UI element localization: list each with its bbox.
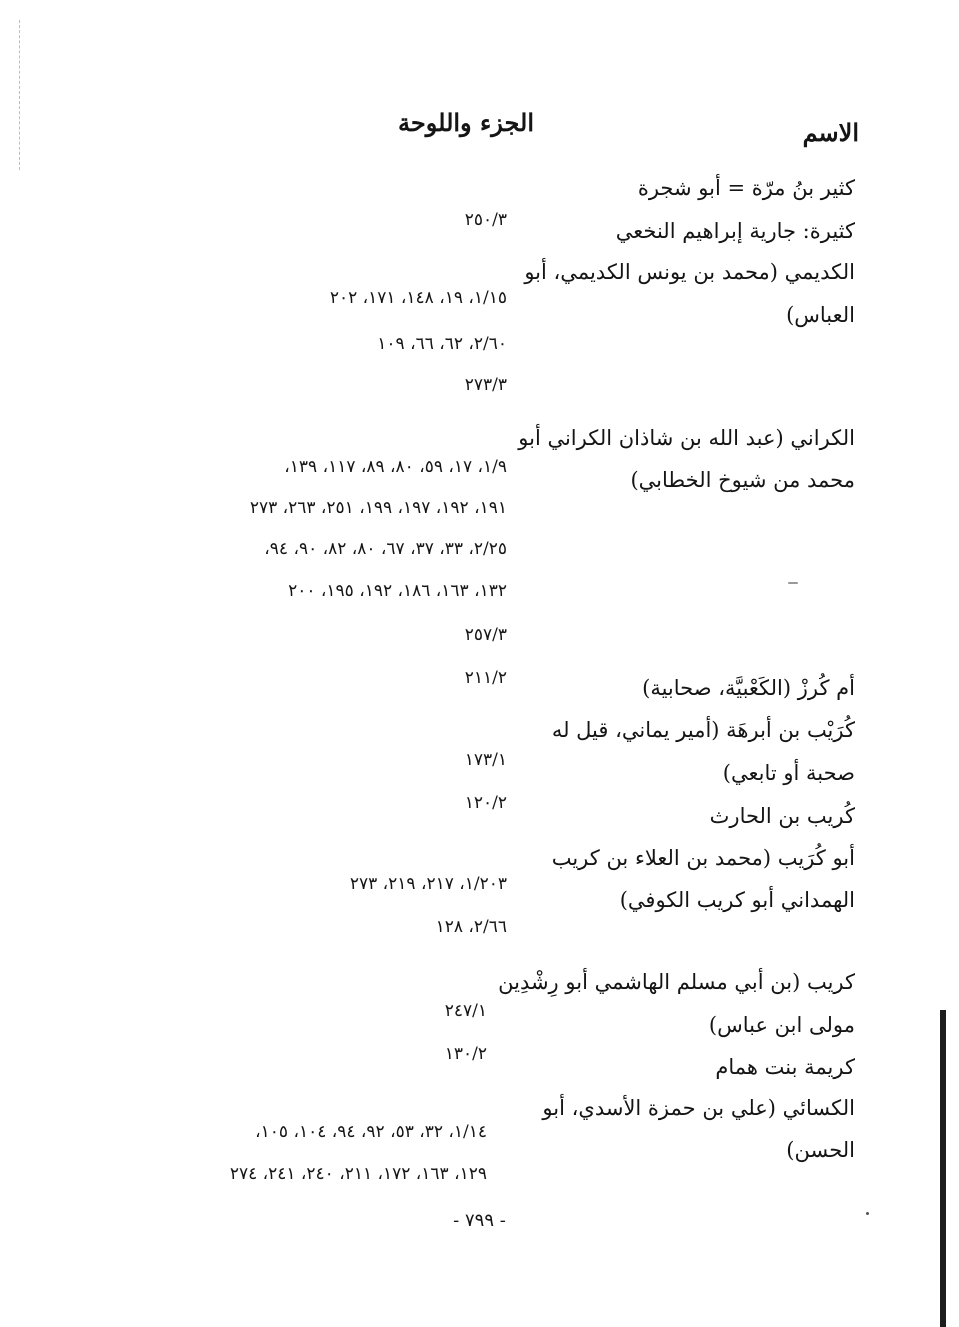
- entry-reference-line: ٢٤٧/١: [444, 1001, 487, 1021]
- entry-reference-line: ١/٩، ١٧، ٥٩، ٨٠، ٨٩، ١١٧، ١٣٩،: [284, 457, 507, 477]
- column-header-reference: الجزء واللوحة: [398, 108, 534, 137]
- scan-page-edge: [940, 1010, 946, 1327]
- margin-guide-line: [19, 20, 21, 170]
- entry-reference-line: ١٣٠/٢: [444, 1044, 487, 1064]
- column-header-name: الاسم: [802, 118, 859, 147]
- entry-name-line: كثيرة: جارية إبراهيم النخعي: [615, 219, 855, 243]
- entry-name-line: الهمداني أبو كريب الكوفي): [619, 888, 855, 912]
- entry-name-line: كُرَيْب بن أبرهَة (أمير يماني، قيل له: [551, 718, 855, 742]
- entry-name-line: كريمة بنت همام: [715, 1055, 855, 1079]
- entry-reference-line: ٢٥٧/٣: [464, 625, 507, 645]
- entry-name-line: صحبة أو تابعي): [722, 761, 855, 785]
- entry-reference-line: ٢/٦٠، ٦٢، ٦٦، ١٠٩: [377, 334, 507, 354]
- entry-name-line: محمد من شيوخ الخطابي): [630, 468, 855, 492]
- entry-name-line: العباس): [786, 303, 855, 327]
- entry-reference-line: ١٧٣/١: [464, 750, 507, 770]
- entry-reference-line: ٢١١/٢: [464, 668, 507, 688]
- entry-name-line: كريب (بن أبي مسلم الهاشمي أبو رِشْدِين: [498, 970, 855, 994]
- entry-name-line: الكسائي (علي بن حمزة الأسدي، أبو: [542, 1096, 855, 1120]
- entry-name-line: كثير بنُ مرّة = أبو شجرة: [637, 176, 855, 200]
- entry-name-line: أبو كُرَيب (محمد بن العلاء بن كريب: [551, 846, 855, 870]
- entry-name-line: الكراني (عبد الله بن شاذان الكراني أبو: [518, 426, 855, 450]
- entry-reference-line: ١٩١، ١٩٢، ١٩٧، ١٩٩، ٢٥١، ٢٦٣، ٢٧٣: [249, 498, 507, 518]
- scan-speck: [866, 1212, 869, 1215]
- entry-name-line: أم كُرزْ (الكَعْبيَّة، صحابية): [642, 676, 855, 700]
- entry-reference-line: ١/٢٠٣، ٢١٧، ٢١٩، ٢٧٣: [349, 874, 507, 894]
- entry-reference-line: ١٢٠/٢: [464, 793, 507, 813]
- entry-name-line: الحسن): [786, 1138, 855, 1162]
- entry-name-line: مولى ابن عباس): [708, 1013, 855, 1037]
- entry-reference-line: ١/١٤، ٣٢، ٥٣، ٩٢، ٩٤، ١٠٤، ١٠٥،: [255, 1122, 487, 1142]
- entry-reference-line: ٢/٢٥، ٣٣، ٣٧، ٦٧، ٨٠، ٨٢، ٩٠، ٩٤،: [264, 539, 507, 559]
- entry-name-line: كُريب بن الحارث: [709, 804, 855, 828]
- entry-reference-line: ١٢٩، ١٦٣، ١٧٢، ٢١١، ٢٤٠، ٢٤١، ٢٧٤: [229, 1164, 487, 1184]
- page-number: - ٧٩٩ -: [453, 1210, 506, 1231]
- scan-speck: [788, 582, 798, 584]
- entry-reference-line: ٢٥٠/٣: [464, 210, 507, 230]
- entry-reference-line: ١٣٢، ١٦٣، ١٨٦، ١٩٢، ١٩٥، ٢٠٠: [288, 581, 507, 601]
- entry-reference-line: ١/١٥، ١٩، ١٤٨، ١٧١، ٢٠٢: [329, 288, 507, 308]
- entry-reference-line: ٢/٦٦، ١٢٨: [435, 917, 507, 937]
- entry-name-line: الكديمي (محمد بن يونس الكديمي، أبو: [524, 260, 855, 284]
- entry-reference-line: ٢٧٣/٣: [464, 375, 507, 395]
